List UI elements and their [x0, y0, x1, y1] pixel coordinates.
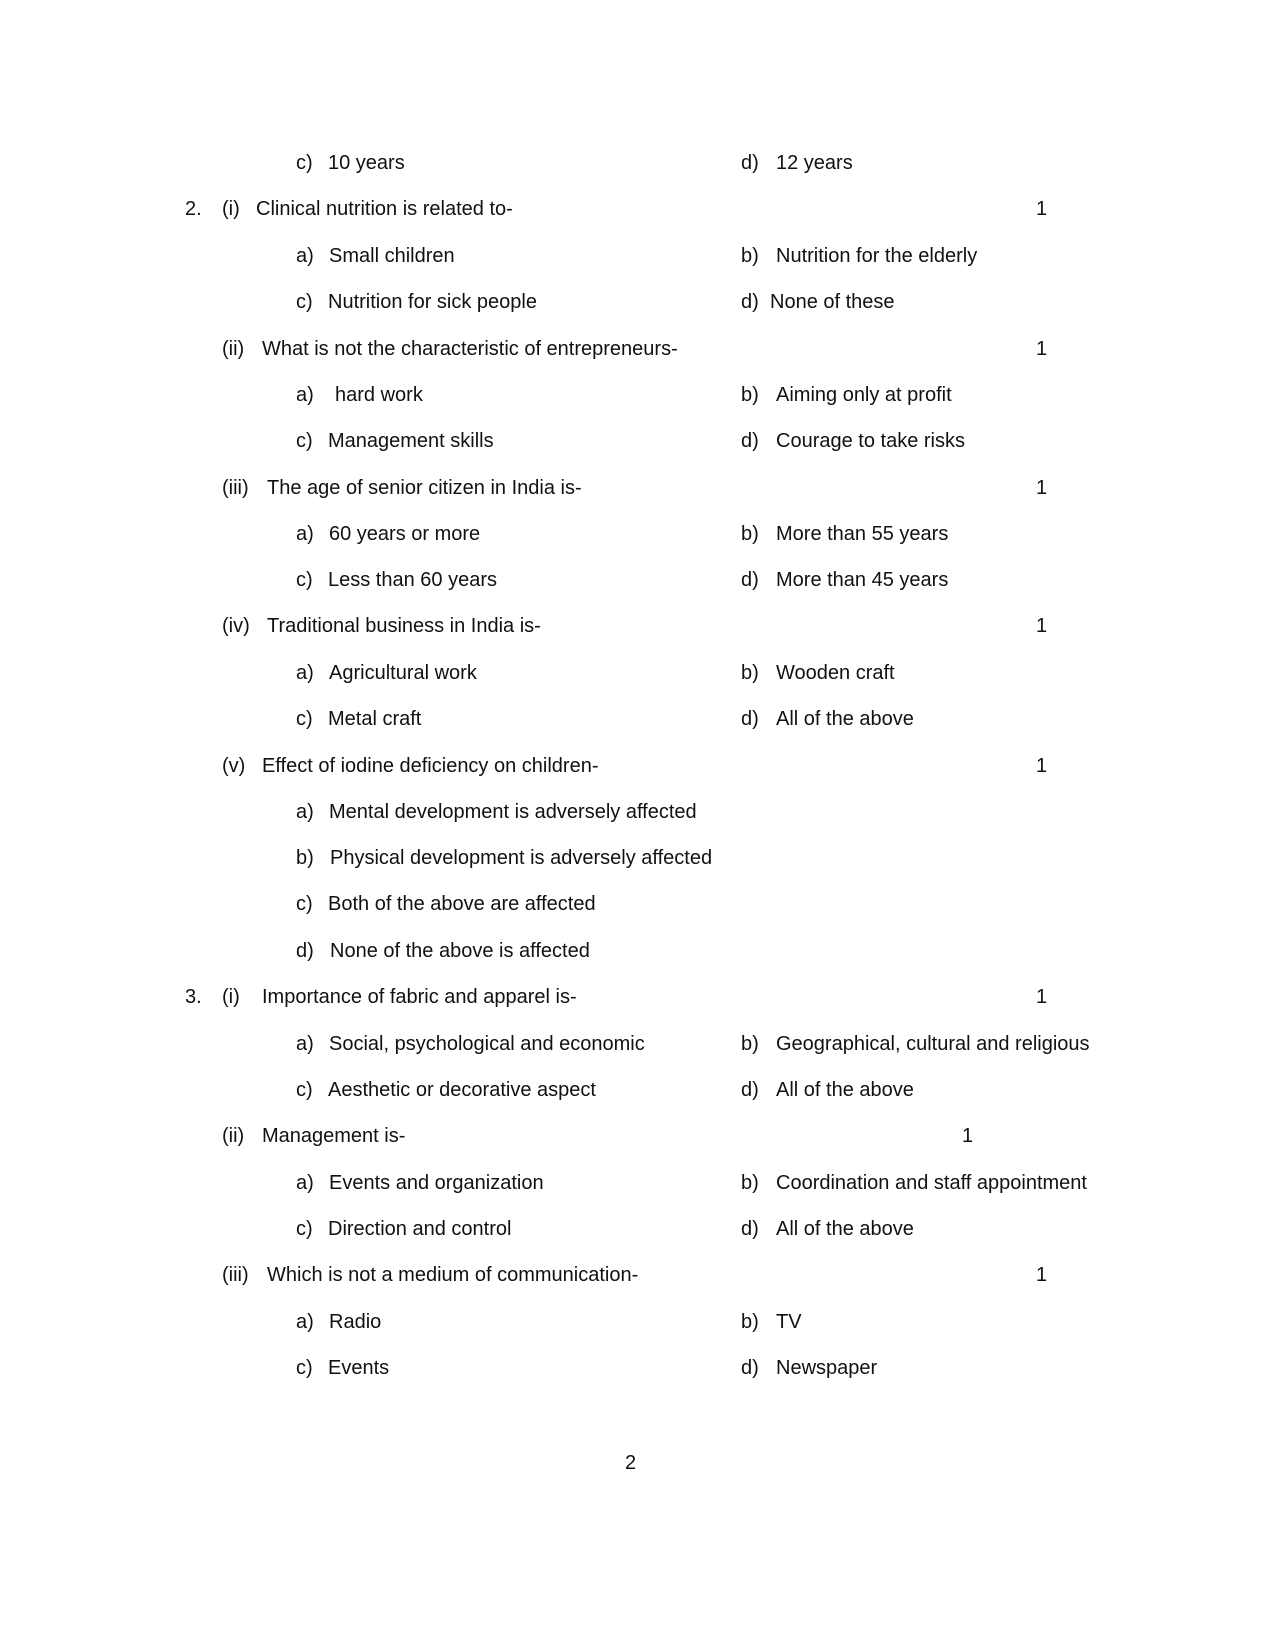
- question-text: The age of senior citizen in India is-: [267, 477, 582, 499]
- option-text: Radio: [329, 1311, 382, 1333]
- option-letter: d): [296, 940, 314, 962]
- option-letter: d): [741, 708, 759, 730]
- question-roman: (i): [222, 198, 240, 220]
- question-text: Management is-: [262, 1125, 406, 1147]
- option-text: Physical development is adversely affected: [330, 847, 713, 869]
- option-text: Management skills: [328, 430, 494, 452]
- question-text: What is not the characteristic of entrepreneurs-: [262, 338, 678, 360]
- option-text: Newspaper: [776, 1357, 878, 1379]
- option-text: Both of the above are affected: [328, 893, 596, 915]
- option-letter: b): [741, 1311, 759, 1333]
- question-marks: 1: [1036, 615, 1048, 637]
- option-text: Direction and control: [328, 1218, 512, 1240]
- option-letter: c): [296, 430, 313, 452]
- option-letter: a): [296, 1311, 314, 1333]
- question-text: Importance of fabric and apparel is-: [262, 986, 577, 1008]
- question-roman: (v): [222, 755, 246, 777]
- option-letter: a): [296, 384, 314, 406]
- question-marks: 1: [1036, 986, 1048, 1008]
- option-letter: d): [741, 430, 759, 452]
- question-roman: (iii): [222, 1264, 249, 1286]
- question-number: 3.: [185, 986, 202, 1008]
- question-text: Clinical nutrition is related to-: [256, 198, 513, 220]
- option-letter: c): [296, 708, 313, 730]
- option-letter: d): [741, 569, 759, 591]
- option-letter: c): [296, 1079, 313, 1101]
- option-letter: b): [741, 1172, 759, 1194]
- question-number: 2.: [185, 198, 202, 220]
- option-text: 60 years or more: [329, 523, 481, 545]
- question-text: Effect of iodine deficiency on children-: [262, 755, 599, 777]
- option-text: Metal craft: [328, 708, 422, 730]
- option-letter: d): [741, 1218, 759, 1240]
- option-text: Events: [328, 1357, 390, 1379]
- option-text: Less than 60 years: [328, 569, 497, 591]
- option-letter: c): [296, 1357, 313, 1379]
- question-roman: (ii): [222, 338, 245, 360]
- question-roman: (iii): [222, 477, 249, 499]
- option-letter: b): [741, 384, 759, 406]
- option-letter: a): [296, 523, 314, 545]
- option-letter: a): [296, 801, 314, 823]
- option-text: 12 years: [776, 152, 853, 174]
- option-text: Mental development is adversely affected: [329, 801, 697, 823]
- question-marks: 1: [962, 1125, 974, 1147]
- option-letter: d): [741, 291, 759, 313]
- option-text: None of the above is affected: [330, 940, 590, 962]
- question-text: Traditional business in India is-: [267, 615, 541, 637]
- option-text: Wooden craft: [776, 662, 895, 684]
- option-text: Geographical, cultural and religious: [776, 1033, 1090, 1055]
- option-text: All of the above: [776, 1218, 914, 1240]
- option-letter: b): [741, 523, 759, 545]
- option-letter: a): [296, 1172, 314, 1194]
- option-letter: a): [296, 1033, 314, 1055]
- question-marks: 1: [1036, 477, 1048, 499]
- option-letter: b): [741, 245, 759, 267]
- option-text: All of the above: [776, 1079, 914, 1101]
- question-marks: 1: [1036, 198, 1048, 220]
- option-letter: d): [741, 1357, 759, 1379]
- option-letter: a): [296, 245, 314, 267]
- option-text: Small children: [329, 245, 455, 267]
- option-text: More than 55 years: [776, 523, 949, 545]
- page-number: 2: [625, 1452, 637, 1474]
- option-letter: c): [296, 569, 313, 591]
- option-text: hard work: [335, 384, 423, 406]
- question-text: Which is not a medium of communication-: [267, 1264, 639, 1286]
- option-text: TV: [776, 1311, 802, 1333]
- option-text: Nutrition for the elderly: [776, 245, 978, 267]
- option-text: Events and organization: [329, 1172, 544, 1194]
- question-marks: 1: [1036, 338, 1048, 360]
- option-letter: b): [741, 1033, 759, 1055]
- option-text: Aesthetic or decorative aspect: [328, 1079, 596, 1101]
- option-letter: b): [296, 847, 314, 869]
- option-letter: d): [741, 152, 759, 174]
- option-letter: a): [296, 662, 314, 684]
- option-text: Agricultural work: [329, 662, 477, 684]
- question-marks: 1: [1036, 1264, 1048, 1286]
- option-letter: c): [296, 1218, 313, 1240]
- option-text: All of the above: [776, 708, 914, 730]
- option-text: Courage to take risks: [776, 430, 965, 452]
- question-roman: (iv): [222, 615, 250, 637]
- question-roman: (ii): [222, 1125, 245, 1147]
- option-letter: c): [296, 291, 313, 313]
- question-marks: 1: [1036, 755, 1048, 777]
- option-text: More than 45 years: [776, 569, 949, 591]
- option-letter: b): [741, 662, 759, 684]
- option-letter: c): [296, 152, 313, 174]
- option-letter: d): [741, 1079, 759, 1101]
- option-text: Aiming only at profit: [776, 384, 952, 406]
- option-text: None of these: [770, 291, 895, 313]
- question-roman: (i): [222, 986, 240, 1008]
- option-text: 10 years: [328, 152, 405, 174]
- option-letter: c): [296, 893, 313, 915]
- option-text: Social, psychological and economic: [329, 1033, 645, 1055]
- option-text: Coordination and staff appointment: [776, 1172, 1087, 1194]
- option-text: Nutrition for sick people: [328, 291, 537, 313]
